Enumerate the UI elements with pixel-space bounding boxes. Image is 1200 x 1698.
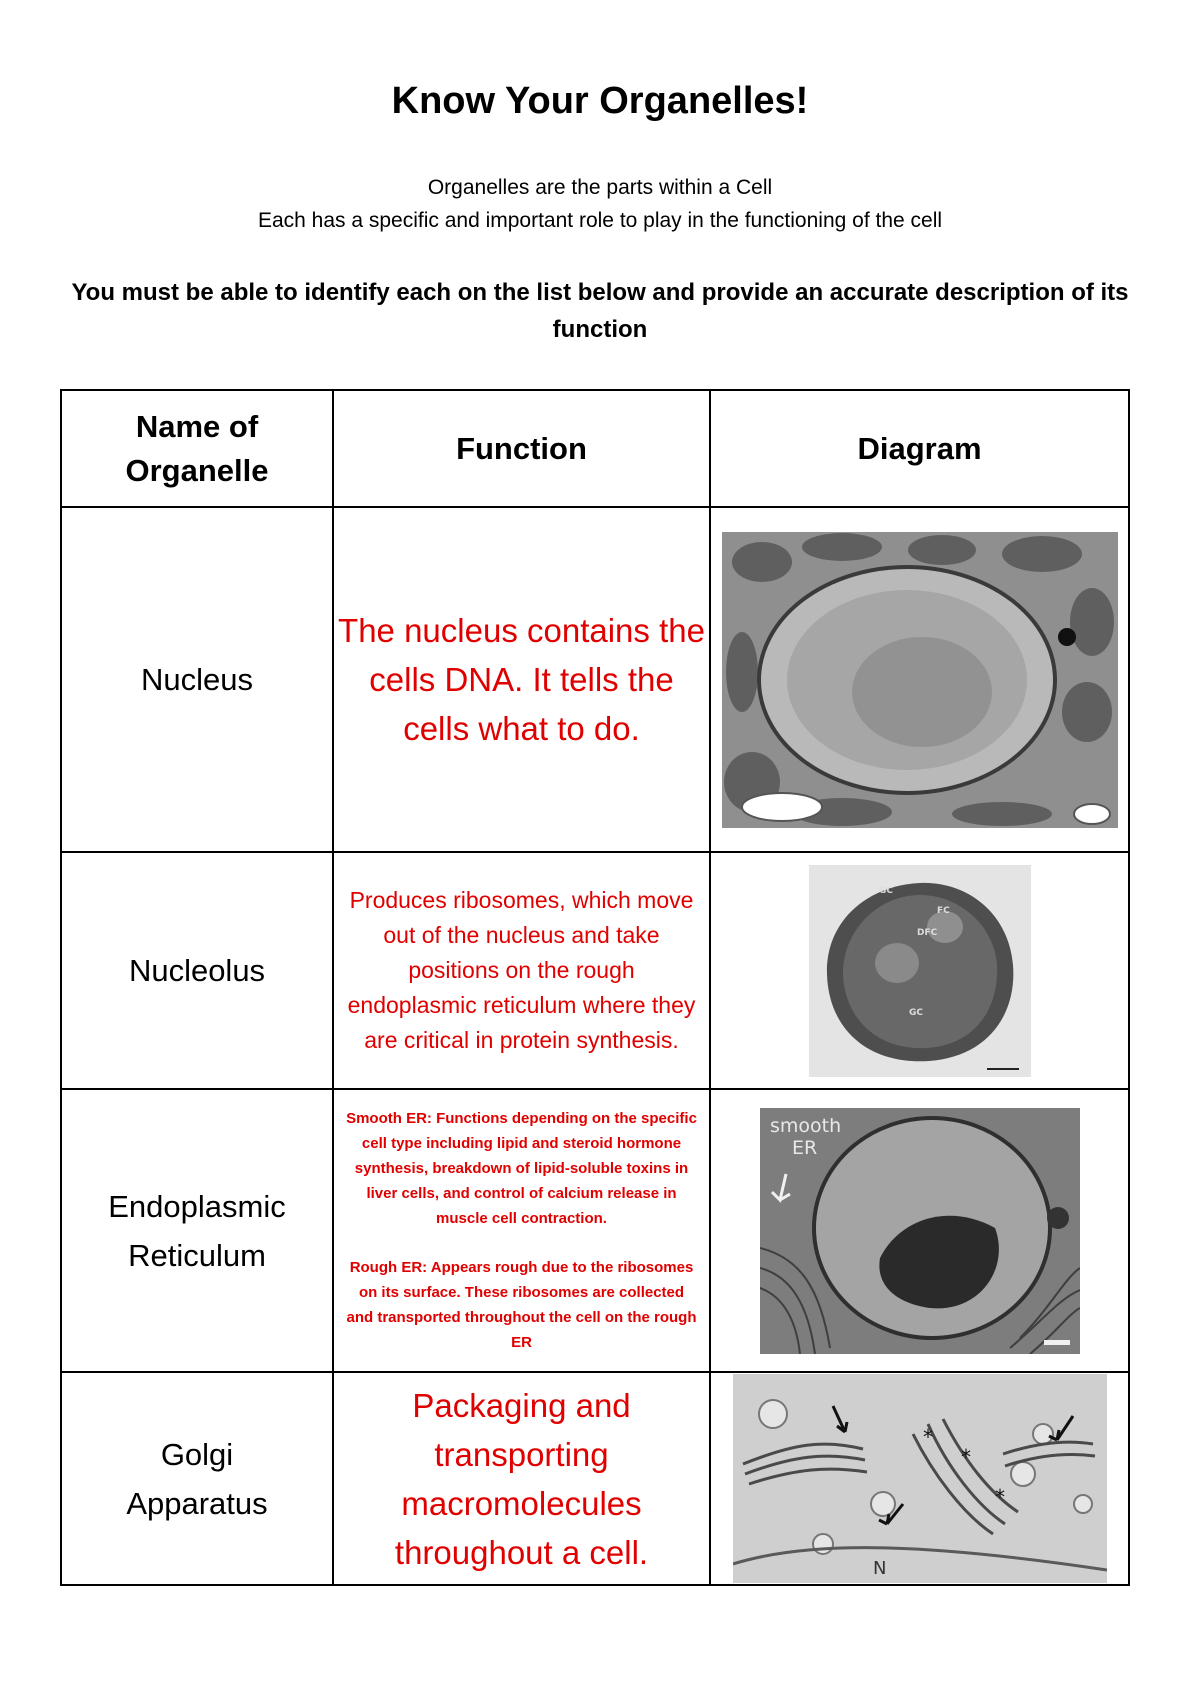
instruction-text: You must be able to identify each on the list below and provide an accurate description of its function	[71, 279, 1129, 343]
function-cell-nucleus	[333, 507, 710, 852]
function-text-nucleus: The nucleus contains the cells DNA. It tells the cells what to do.	[338, 612, 705, 747]
er-diagram-label-smooth-er: smooth ER	[769, 1114, 841, 1159]
function-text-smooth-er: Smooth ER: Functions depending on the specific cell type including lipid and steroid hormone synthesis, breakdown of lipid-soluble toxins in liver cells, and control of calcium release in muscle cell contraction.	[346, 1110, 697, 1227]
organelles-table	[60, 389, 1130, 1586]
table-row-endoplasmic-reticulum	[61, 1089, 1129, 1372]
table-row-golgi-apparatus	[61, 1372, 1129, 1585]
nucleolus-label-fc: FC	[936, 905, 950, 916]
function-cell-golgi-apparatus	[333, 1372, 710, 1585]
organelle-name-endoplasmic-reticulum: Endoplasmic Reticulum	[61, 1089, 333, 1372]
intro-line-2: Each has a specific and important role to play in the functioning of the cell	[257, 209, 943, 232]
nucleus-micrograph	[722, 532, 1118, 828]
diagram-cell-golgi-apparatus	[710, 1372, 1129, 1585]
nucleolus-label-gc-top: GC	[878, 885, 893, 896]
diagram-cell-nucleolus	[710, 852, 1129, 1089]
table-row-nucleolus	[61, 852, 1129, 1089]
organelle-name-nucleus: Nucleus	[61, 507, 333, 852]
nucleolus-micrograph	[809, 865, 1031, 1077]
header-row	[61, 390, 1129, 507]
function-text-rough-er: Rough ER: Appears rough due to the ribosomes on its surface. These ribosomes are collected and transported throughout the cell on the rough ER	[346, 1259, 697, 1351]
golgi-label-n: N	[872, 1558, 886, 1579]
endoplasmic-reticulum-micrograph	[760, 1108, 1080, 1354]
intro-line-1: Organelles are the parts within a Cell	[427, 176, 773, 199]
function-text-golgi-apparatus: Packaging and transporting macromolecules throughout a cell.	[394, 1386, 649, 1571]
organelle-name-nucleolus: Nucleolus	[61, 852, 333, 1089]
header-diagram: Diagram	[710, 390, 1129, 507]
diagram-cell-endoplasmic-reticulum	[710, 1089, 1129, 1372]
organelle-name-golgi-apparatus: Golgi Apparatus	[61, 1372, 333, 1585]
nucleolus-label-gc-bottom: GC	[908, 1007, 923, 1018]
function-cell-endoplasmic-reticulum	[333, 1089, 710, 1372]
header-function: Function	[333, 390, 710, 507]
diagram-cell-nucleus	[710, 507, 1129, 852]
page-title: Know Your Organelles!	[391, 80, 809, 122]
function-cell-nucleolus	[333, 852, 710, 1089]
golgi-label-asterisk-1: *	[922, 1425, 933, 1449]
function-text-nucleolus: Produces ribosomes, which move out of the nucleus and take positions on the rough endoplasmic reticulum where they are critical in protein synthesis.	[347, 887, 696, 1053]
golgi-label-asterisk-3: *	[994, 1485, 1005, 1509]
golgi-apparatus-micrograph	[733, 1374, 1107, 1583]
nucleolus-label-dfc: DFC	[916, 927, 937, 938]
table-row-nucleus	[61, 507, 1129, 852]
golgi-label-asterisk-2: *	[960, 1445, 971, 1469]
header-name-of-organelle: Name of Organelle	[61, 390, 333, 507]
